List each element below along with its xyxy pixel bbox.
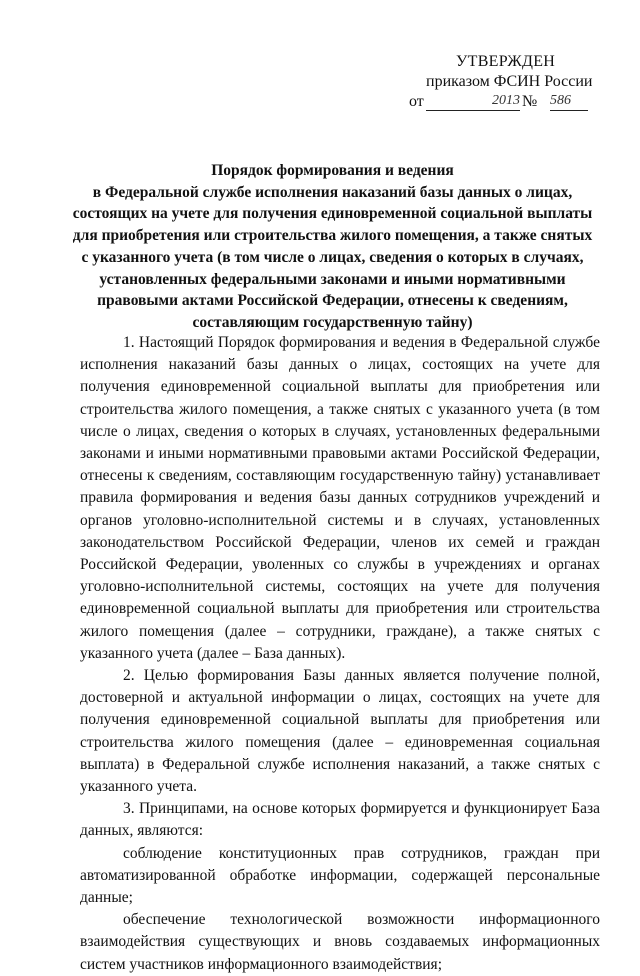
document-title [60, 160, 605, 334]
title-line: для приобретения или строительства жилого помещения, а также снятых [72, 227, 593, 245]
approval-date-line [400, 92, 600, 114]
title-line: в Федеральной службе исполнения наказаний базы данных о лицах, [92, 183, 573, 201]
title-line: установленных федеральными законами и иными нормативными [99, 270, 566, 288]
paragraph-3: 3. Принципами, на основе которых формируется и функционирует База данных, являются: [80, 800, 600, 840]
title-line: правовыми актами Российской Федерации, отнесены к сведениям, [97, 292, 568, 310]
approval-number-label: № [522, 93, 538, 110]
approval-heading: УТВЕРЖДЕН [456, 53, 556, 70]
paragraph-5: обеспечение технологической возможности информационного взаимодействия существующих и вновь создаваемых информационных систем участников информационного взаимодействия; [80, 911, 600, 973]
title-line: Порядок формирования и ведения [211, 162, 454, 179]
title-line: состоящих на учете для получения единовременной социальной выплаты [72, 205, 593, 223]
title-line: с указанного учета (в том числе о лицах, сведения о которых в случаях, [81, 248, 584, 266]
paragraph-2: 2. Целью формирования Базы данных является получение полной, достоверной и актуальной информации о лицах, состоящих на учете для получения единовременной социальной выплаты для приобретения или строительства жилого помещения (далее – единовременная социальная выплата) в Федеральной службе исполнения наказаний, а также снятых с указанного учета. [80, 667, 600, 796]
paragraph-4: соблюдение конституционных прав сотрудников, граждан при автоматизированной обработке информации, содержащей персональные данные; [80, 844, 600, 907]
document-body [80, 332, 600, 976]
approval-order-line: приказом ФСИН России [426, 73, 593, 90]
approval-from-label: от [409, 93, 424, 110]
approval-number-handwritten: 586 [550, 92, 588, 111]
approval-date-handwritten: 2013 [426, 92, 520, 111]
approval-stamp [400, 52, 600, 114]
title-line: составляющим государственную тайну) [192, 313, 473, 331]
paragraph-1: 1. Настоящий Порядок формирования и ведения в Федеральной службе исполнения наказаний базы данных о лицах, состоящих на учете для получения единовременной социальной выплаты для приобретения или строительства жилого помещения, а также снятых с указанного учета (в том числе о лицах, сведения о которых в случаях, установленных федеральными законами и иными нормативными правовыми актами Российской Федерации, отнесены к сведениям, составляющим государственную тайну) устанавливает правила формирования и ведения базы данных сотрудников учреждений и органов уголовно-исполнительной системы и в случаях, установленных законодательством Российской Федерации, членов их семей и граждан Российской Федерации, уволенных со службы в учреждениях и органах уголовно-исполнительной системы, состоящих на учете для получения единовременной социальной выплаты для приобретения или строительства жилого помещения (далее – сотрудники, граждане), а также снятых с указанного учета (далее – База данных). [80, 334, 600, 662]
